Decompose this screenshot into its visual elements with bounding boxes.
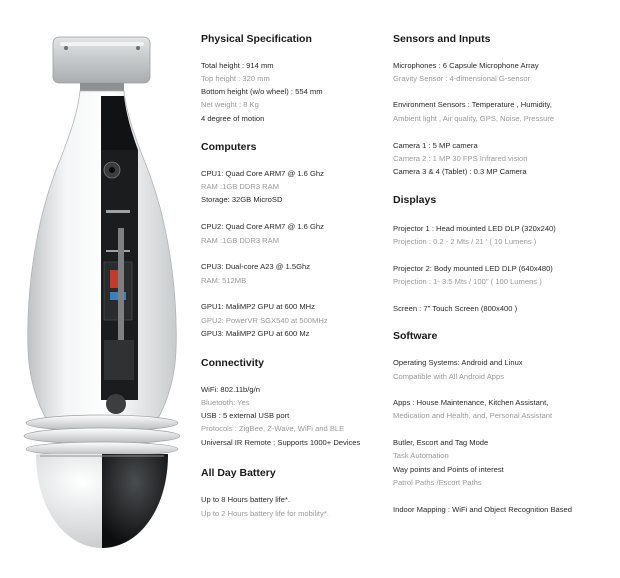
spec-line: Projection : 0.2 - 2 Mts / 21 ' ( 10 Lumens ) [393, 237, 537, 246]
spec-line: GPU3: MaliMP2 GPU at 600 Mz [201, 329, 310, 338]
spec-line: USB : 5 external USB port [201, 411, 290, 420]
spec-line: Ambient light , Air quality, GPS, Noise, Pressure [393, 114, 555, 123]
spec-line: Projection : 1- 3.5 Mts / 100" ( 100 Lumens ) [393, 277, 542, 286]
robot-illustration [0, 0, 190, 578]
spec-line: Projector 2: Body mounted LED DLP (640x480) [393, 264, 553, 273]
spec-line: Storage: 32GB MicroSD [201, 195, 283, 204]
spec-line: Patrol Paths /Escort Paths [393, 478, 482, 487]
spec-line: Way points and Points of interest [393, 465, 504, 474]
spec-line: GPU1: MaliMP2 GPU at 600 MHz [201, 302, 315, 311]
spec-line: Microphones : 6 Capsule Microphone Array [393, 61, 539, 70]
spec-line: Medication and Health, and, Personal Assistant [393, 411, 553, 420]
spec-line: Gravity Sensor : 4-dimensional G-sensor [393, 74, 531, 83]
spec-line: Protocols : ZigBee, Z-Wave, WiFi and BLE [201, 424, 345, 433]
spec-line: Bottom height (w/o wheel) : 554 mm [201, 87, 323, 96]
robot-head [53, 37, 150, 91]
spec-line: 4 degree of motion [201, 114, 265, 123]
spec-line: Top height : 320 mm [201, 74, 270, 83]
spec-line: Net weight : 8 Kg [201, 100, 259, 109]
spec-line: CPU1: Quad Core ARM7 @ 1.6 Ghz [201, 169, 324, 178]
spec-line: Total height : 914 mm [201, 61, 274, 70]
spec-line: Apps : House Maintenance, Kitchen Assistant, [393, 398, 549, 407]
spec-line: Projector 1 : Head mounted LED DLP (320x240) [393, 224, 556, 233]
spec-line: Camera 1 : 5 MP camera [393, 141, 478, 150]
computers-heading: Computers [201, 141, 257, 153]
battery-heading: All Day Battery [201, 467, 276, 479]
spec-line: Task Automation [393, 451, 449, 460]
spec-line: Up to 2 Hours battery life for mobility*. [201, 509, 329, 518]
spec-line: WiFi: 802.11b/g/n [201, 385, 260, 394]
spec-line: Up to 8 Hours battery life*. [201, 495, 291, 504]
spec-line: CPU2: Quad Core ARM7 @ 1.6 Ghz [201, 222, 324, 231]
robot-base-dome [36, 454, 168, 548]
spec-line: Environment Sensors : Temperature , Humidity, [393, 100, 552, 109]
spec-line: Bluetooth: Yes [201, 398, 250, 407]
spec-line: Operating Systems: Android and Linux [393, 358, 523, 367]
spec-line: RAM :1GB DDR3 RAM [201, 236, 280, 245]
spec-line: RAM :1GB DDR3 RAM [201, 182, 280, 191]
spec-line: Butler, Escort and Tag Mode [393, 438, 489, 447]
software-heading: Software [393, 330, 438, 342]
displays-heading: Displays [393, 194, 437, 206]
spec-line: GPU2: PowerVR SGX540 at 500MHz [201, 316, 328, 325]
spec-line: Universal IR Remote : Supports 1000+ Devices [201, 438, 361, 447]
robot-internals [101, 96, 138, 414]
connectivity-heading: Connectivity [201, 357, 265, 369]
spec-line: Screen : 7" Touch Screen (800x400 ) [393, 304, 518, 313]
spec-line: Camera 2 : 1 MP 30 FPS Infrared vision [393, 154, 528, 163]
spec-line: Camera 3 & 4 (Tablet) : 0.3 MP Camera [393, 167, 527, 176]
spec-line: Compatible with All Android Apps [393, 372, 505, 381]
sensors-heading: Sensors and Inputs [393, 33, 491, 45]
physical-spec-heading: Physical Specification [201, 33, 312, 45]
spec-line: Indoor Mapping : WiFi and Object Recognition Based [393, 505, 572, 514]
robot-base-rings [24, 415, 180, 456]
spec-line: CPU3: Dual-core A23 @ 1.5Ghz [201, 262, 311, 271]
spec-line: RAM: 512MB [201, 276, 247, 285]
